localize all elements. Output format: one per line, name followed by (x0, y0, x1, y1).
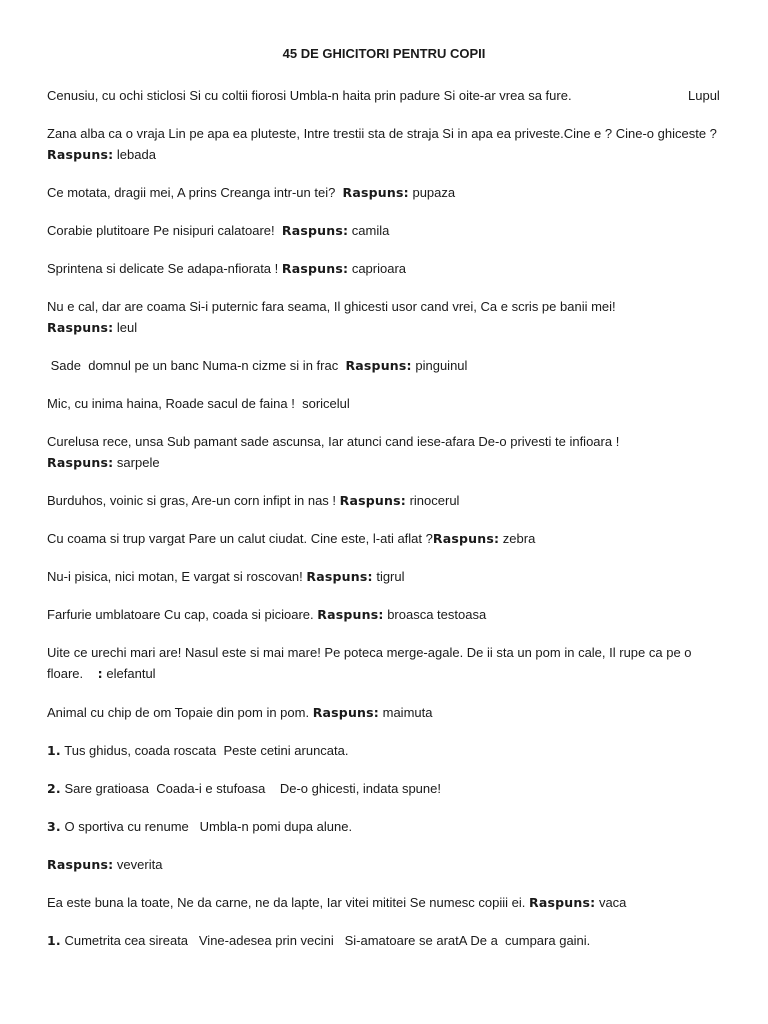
answer-label: Raspuns: (342, 185, 409, 200)
riddle-text: Mic, cu inima haina, Roade sacul de faina ! (47, 396, 295, 411)
line-number: 1. (47, 743, 61, 758)
riddle-paragraph (47, 892, 727, 913)
riddle-text: Ce motata, dragii mei, A prins Creanga intr-un tei? (47, 185, 336, 200)
riddle-text: Burduhos, voinic si gras, Are-un corn infipt in nas ! (47, 493, 337, 508)
answer-label: Raspuns: (47, 455, 114, 470)
page-title: 45 DE GHICITORI PENTRU COPII (282, 46, 486, 61)
riddle-answer: sarpele (116, 455, 160, 470)
riddle-answer: lebada (116, 147, 156, 162)
answer-label: Raspuns: (432, 531, 500, 546)
line-text: Tus ghidus, coada roscata Peste cetini aruncata. (64, 743, 349, 758)
riddle-answer: broasca testoasa (387, 607, 487, 622)
line-text: O sportiva cu renume Umbla-n pomi dupa alune. (64, 819, 353, 834)
riddle-paragraph (47, 182, 727, 203)
answer-label: Raspuns: (312, 705, 379, 720)
riddle-answer: tigrul (376, 569, 405, 584)
line-text: Sare gratioasa Coada-i e stufoasa De-o ghicesti, indata spune! (64, 781, 441, 796)
riddle-paragraph (47, 490, 727, 511)
riddle-paragraph (47, 258, 727, 279)
riddle-paragraph (47, 123, 727, 165)
riddle-answer: camila (351, 223, 390, 238)
riddle-answer: soricelul (302, 396, 350, 411)
answer-label: Raspuns: (345, 358, 412, 373)
numbered-line (47, 778, 727, 799)
riddle-text: Nu-i pisica, nici motan, E vargat si roscovan! (47, 569, 303, 584)
riddle-text: Uite ce urechi mari are! Nasul este si mai mare! Pe poteca merge-agale. De ii sta un pom in cale, Il rupe ca pe o floare. (47, 645, 696, 681)
answer-line (47, 854, 727, 875)
riddle-answer: rinocerul (409, 493, 460, 508)
answer-label: Raspuns: (306, 569, 373, 584)
riddle-answer: pinguinul (415, 358, 468, 373)
answer-label: Raspuns: (281, 261, 349, 276)
riddle-paragraph (47, 85, 727, 106)
answer-colon: : (97, 666, 103, 681)
riddle-answer: zebra (502, 531, 536, 546)
riddle-paragraph (47, 528, 727, 549)
riddle-paragraph (47, 220, 727, 241)
riddle-answer: pupaza (412, 185, 456, 200)
riddle-answer: maimuta (382, 705, 433, 720)
riddle-paragraph (47, 355, 727, 376)
riddle-answer: vaca (598, 895, 627, 910)
riddle-answer: leul (116, 320, 138, 335)
riddle-answer: veverita (116, 857, 163, 872)
numbered-line (47, 740, 727, 761)
riddle-paragraph (47, 393, 727, 414)
riddle-answer: Lupul (688, 88, 720, 103)
riddle-text: Farfurie umblatoare Cu cap, coada si picioare. (47, 607, 314, 622)
riddle-paragraph (47, 702, 727, 723)
answer-label: Raspuns: (47, 147, 114, 162)
line-number: 3. (47, 819, 61, 834)
riddle-text: Corabie plutitoare Pe nisipuri calatoare! (47, 223, 275, 238)
riddle-paragraph (47, 604, 727, 625)
riddle-paragraph (47, 296, 727, 338)
riddle-paragraph (47, 431, 727, 473)
riddle-text: Cenusiu, cu ochi sticlosi Si cu coltii fiorosi Umbla-n haita prin padure Si oite-ar vrea sa fure. (47, 88, 572, 103)
answer-label: Raspuns: (317, 607, 384, 622)
answer-label: Raspuns: (47, 320, 114, 335)
riddle-text: Animal cu chip de om Topaie din pom in pom. (47, 705, 310, 720)
riddle-answer: caprioara (351, 261, 407, 276)
line-number: 2. (47, 781, 61, 796)
riddle-text: Nu e cal, dar are coama Si-i puternic fara seama, Il ghicesti usor cand vrei, Ca e scris pe banii mei! (47, 299, 616, 314)
numbered-line (47, 930, 727, 951)
line-text: Cumetrita cea sireata Vine-adesea prin vecini Si-amatoare se aratA De a cumpara gaini. (64, 933, 591, 948)
riddle-text: Sprintena si delicate Se adapa-nfiorata ! (47, 261, 279, 276)
riddle-text: Ea este buna la toate, Ne da carne, ne da lapte, Iar vitei mititei Se numesc copiii ei. (47, 895, 526, 910)
line-number: 1. (47, 933, 61, 948)
riddle-paragraph (47, 642, 727, 684)
answer-label: Raspuns: (529, 895, 596, 910)
riddle-text: Zana alba ca o vraja Lin pe apa ea pluteste, Intre trestii sta de straja Si in apa ea priveste.Cine e ? Cine-o ghiceste ? (47, 126, 717, 141)
numbered-line (47, 816, 727, 837)
answer-label: Raspuns: (339, 493, 406, 508)
riddle-text: Cu coama si trup vargat Pare un calut ciudat. Cine este, l-ati aflat ? (47, 531, 433, 546)
riddle-paragraph (47, 566, 727, 587)
riddle-answer: elefantul (106, 666, 156, 681)
riddle-text: Curelusa rece, unsa Sub pamant sade ascunsa, Iar atunci cand iese-afara De-o privesti te infioara ! (47, 434, 620, 449)
answer-label: Raspuns: (281, 223, 349, 238)
riddle-text: Sade domnul pe un banc Numa-n cizme si in frac (47, 358, 339, 373)
answer-label: Raspuns: (47, 857, 114, 872)
